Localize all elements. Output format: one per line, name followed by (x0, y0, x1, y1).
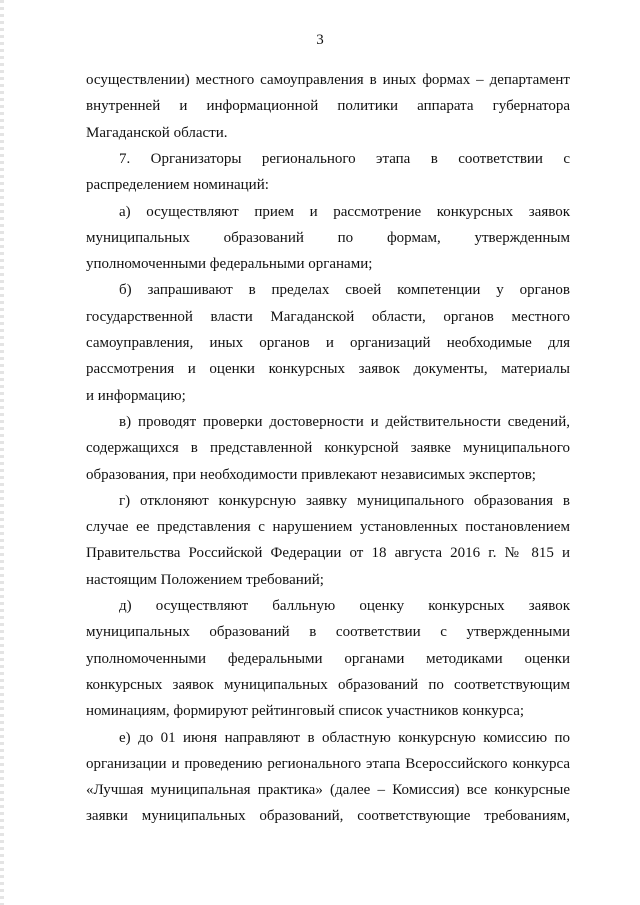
text-line: самоуправления, иных органов и организаций необходимые для (86, 335, 570, 351)
text-line: рассмотрения и оценки конкурсных заявок документы, материалы (86, 361, 570, 378)
page-number: 3 (316, 32, 324, 48)
text-line: настоящим Положением требований; (86, 571, 324, 588)
text-line: Магаданской области. (86, 124, 228, 141)
text-line: «Лучшая муниципальная практика» (далее – Комиссия) все конкурсные (86, 782, 570, 799)
text-line: уполномоченными федеральными органами методиками оценки (86, 650, 570, 667)
text-line: Правительства Российской Федерации от 18 августа 2016 г. № 815 и (86, 545, 570, 562)
text-line: е) до 01 июня направляют в областную конкурсную комиссию по (119, 729, 570, 746)
scan-edge-artifact (0, 0, 4, 905)
text-line: а) осуществляют прием и рассмотрение конкурсных заявок (119, 203, 570, 220)
text-line: конкурсных заявок муниципальных образований по соответствующим (86, 676, 570, 693)
text-line: содержащихся в представленной конкурсной заявке муниципального (86, 440, 570, 457)
text-line: случае ее представления с нарушением установленных постановлением (86, 519, 570, 536)
text-line: г) отклоняют конкурсную заявку муниципального образования в (119, 492, 570, 509)
text-line: организации и проведению регионального этапа Всероссийского конкурса (86, 755, 570, 772)
text-line: образования, при необходимости привлекают независимых экспертов; (86, 466, 536, 483)
text-line: д) осуществляют балльную оценку конкурсных заявок (119, 598, 570, 614)
text-line: заявки муниципальных образований, соответствующие требованиям, (86, 808, 570, 825)
text-line: осуществлении) местного самоуправления в иных формах – департамент (86, 72, 570, 88)
text-line: муниципальных образований по формам, утвержденным (86, 229, 570, 246)
text-line: внутренней и информационной политики аппарата губернатора (86, 98, 570, 115)
text-line: муниципальных образований в соответствии с утвержденными (86, 624, 570, 641)
text-line: и информацию; (86, 387, 186, 404)
text-line: государственной власти Магаданской области, органов местного (86, 308, 570, 325)
text-line: б) запрашивают в пределах своей компетенции у органов (119, 282, 570, 299)
text-line: 7. Организаторы регионального этапа в соответствии с (119, 150, 570, 167)
text-line: в) проводят проверки достоверности и действительности сведений, (119, 413, 570, 430)
text-line: распределением номинаций: (86, 177, 269, 194)
text-line: уполномоченными федеральными органами; (86, 256, 373, 273)
text-line: номинациям, формируют рейтинговый список участников конкурса; (86, 703, 525, 720)
